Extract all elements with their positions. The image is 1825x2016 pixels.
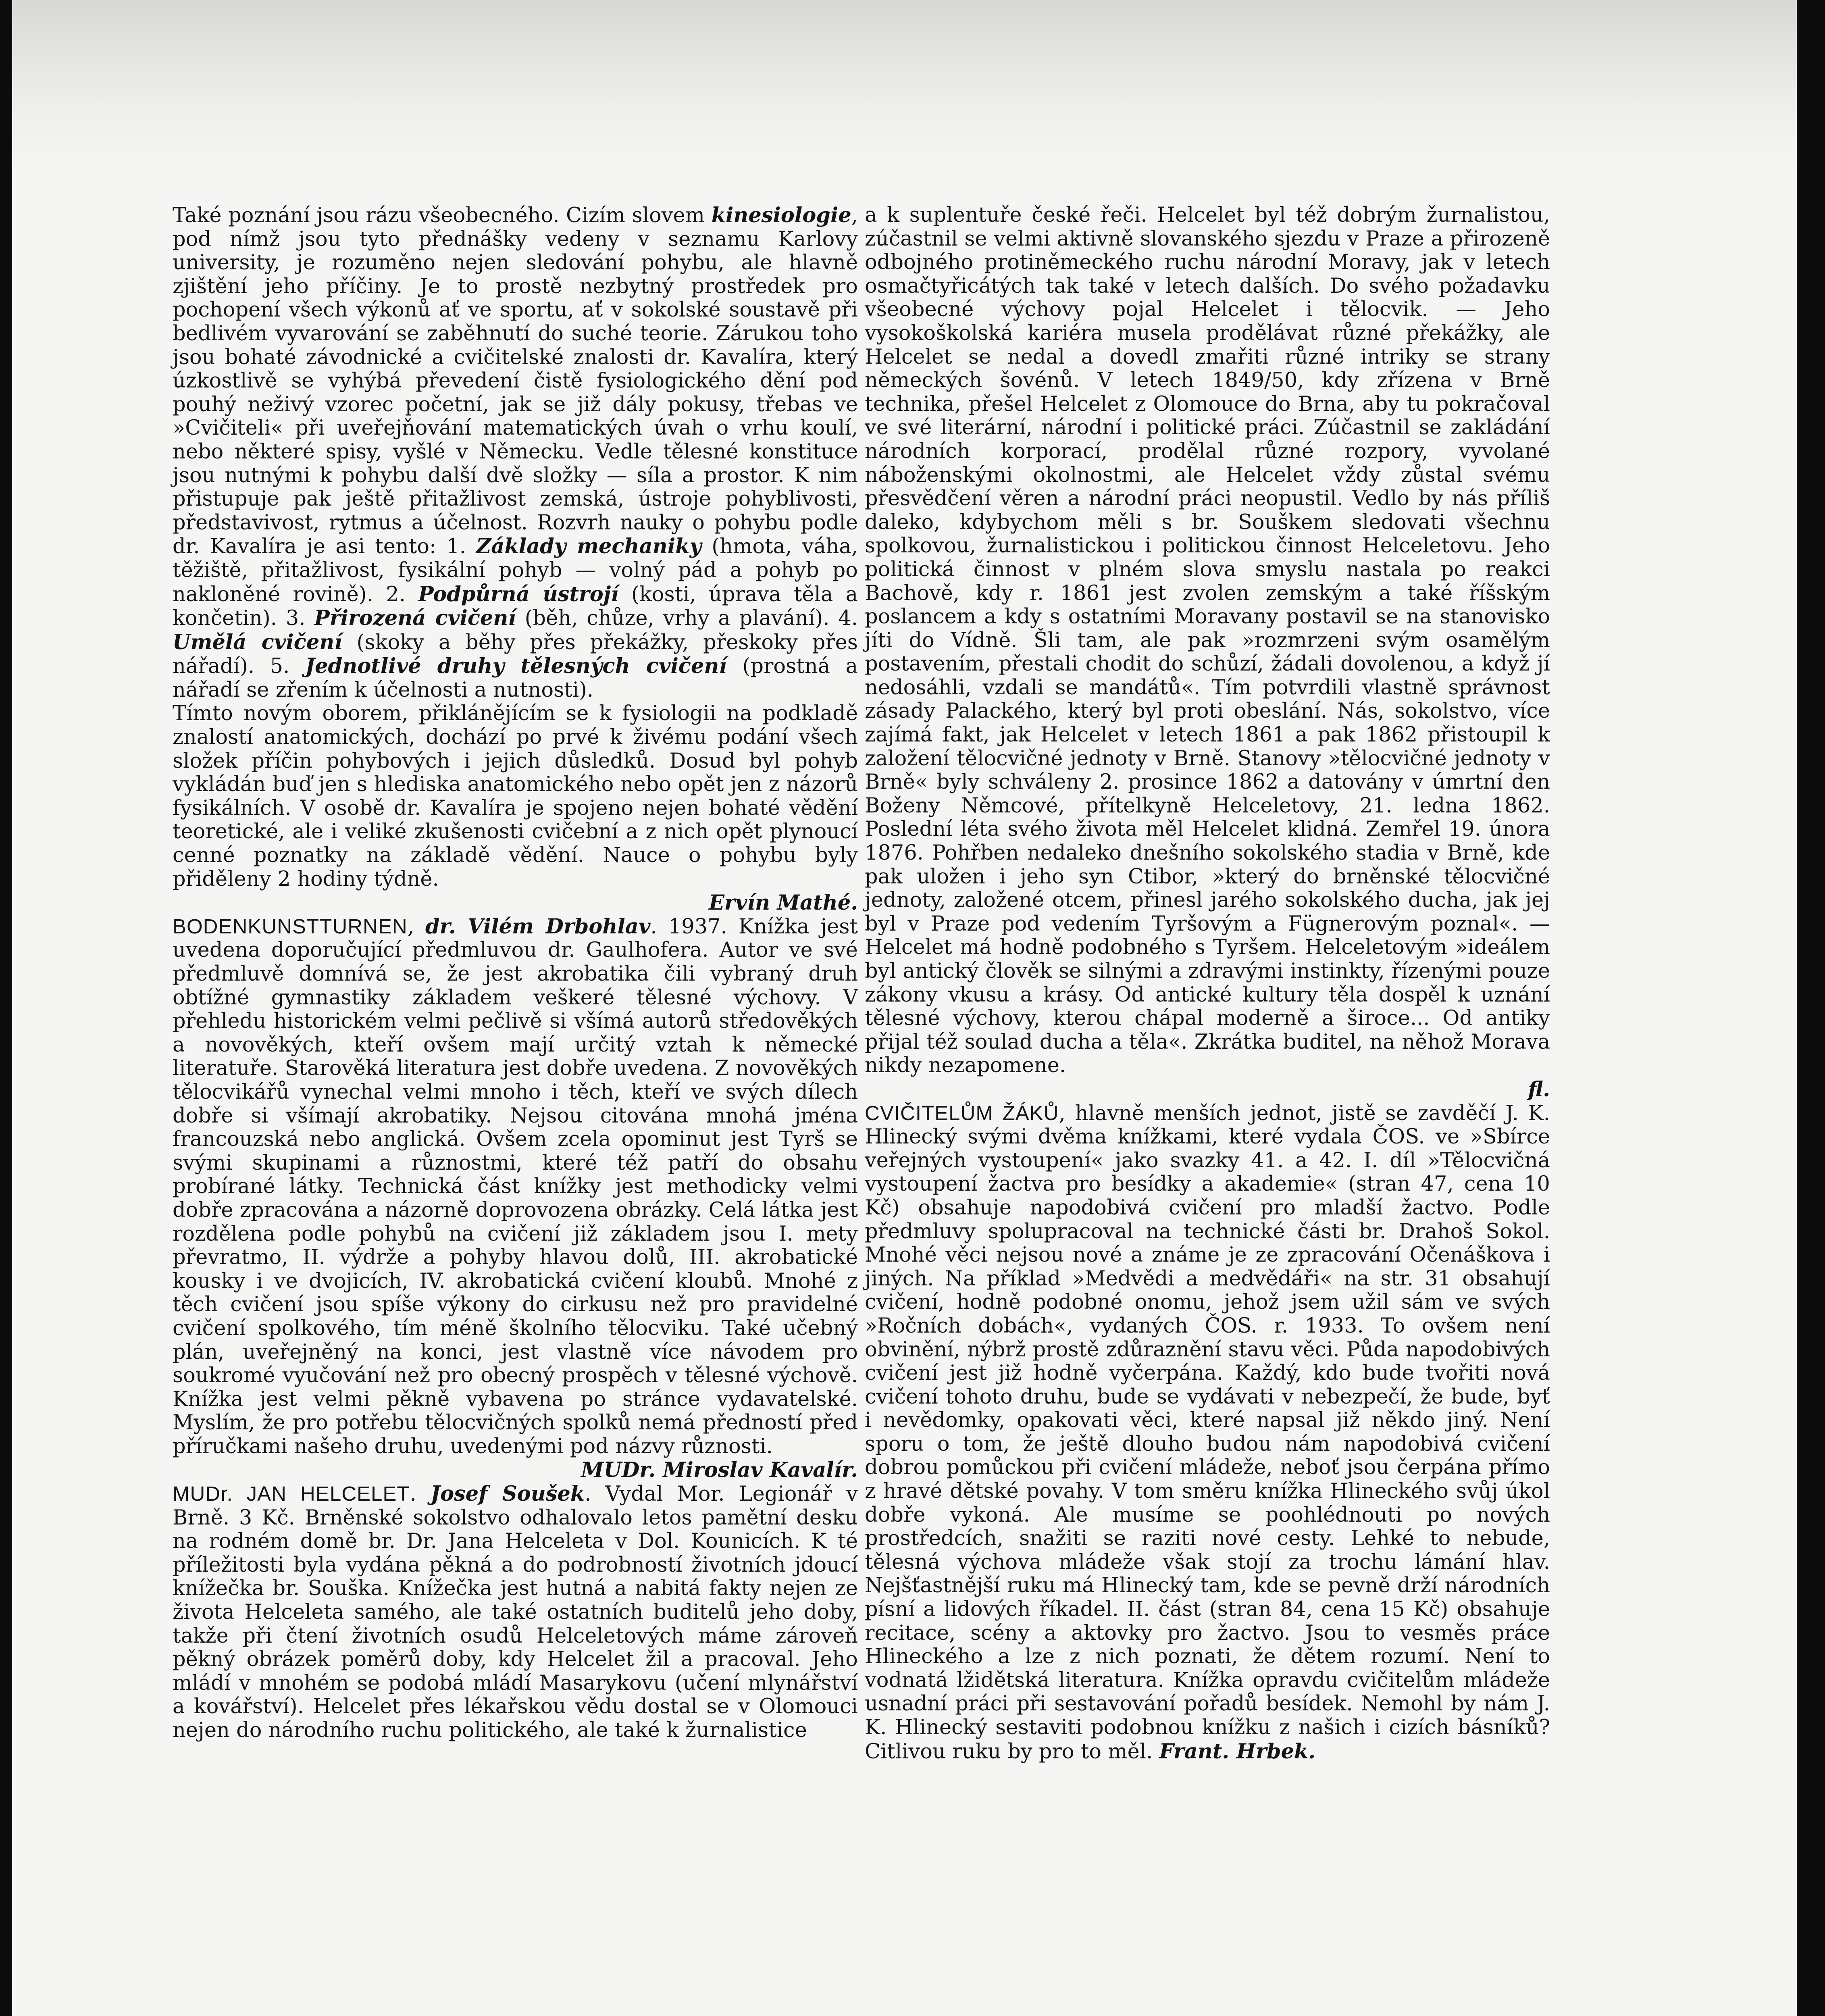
signature-mathe: Ervín Mathé. [709,891,858,915]
signature-fl: fl. [1528,1077,1550,1102]
review-text: , pod nímž jsou tyto přednášky vedeny v seznamu Karlovy university, je rozuměno nejen sledování pohybu, ale hlavně zjištění jeho příčiny. Je to prostě nezbytný prostředek pro pochopení všech výkonů ať ve sportu, ať v sokolské soustavě při bedlivém vyvarování se zaběhnutí do suché teorie. Zárukou toho jsou bohaté závodnické a cvičitelské znalosti dr. Kavalíra, který úzkostlivě se vyhýbá převedení čistě fysiologického dění pod pouhý neživý vzorec početní, jak se již dály pokusy, třebas ve »Cvičiteli« při uveřejňování matematických úvah o vrhu koulí, nebo některé spisy, vyšlé v Německu. Vedle tělesné konstituce jsou nutnými k pohybu další dvě složky — síla a prostor. K nim přistupuje pak ještě přitažlivost zemská, ústroje pohyblivosti, představivost, rytmus a účelnost. Rozvrh nauky o pohybu podle dr. Kavalíra je asi tento: 1. [173,204,858,559]
helcelet-review [173,1482,858,1743]
review-title: MUDr. JAN HELCELET [173,1482,410,1506]
topic-heading: Umělá cvičení [173,630,342,654]
review-text: (běh, chůze, vrhy a plavání). 4. [516,606,858,631]
topic-heading: Přirozená cvičení [314,606,516,631]
review-text: , [407,914,425,939]
review-text: Také poznání jsou rázu všeobecného. Cizím slovem [173,204,712,227]
term-kinesiologie: kinesiologie [711,203,851,227]
topic-heading: Základy mechaniky [476,534,702,559]
kinesiology-review-paragraph-2: Tímto novým oborem, přiklánějícím se k fysiologii na podkladě znalostí anatomických, dochází po prvé k živému podání všech složek příčin pohybových i jejich důsledků. Dosud byl pohyb vykládán buď jen s hlediska anatomického nebo opět jen z názorů fysikálních. V osobě dr. Kavalíra je spojeno nejen bohaté vědění teoretické, ale i veliké zkušenosti cvičební a z nich opět plynoucí cenné poznatky na základě vědění. Nauce o pohybu byly přiděleny 2 hodiny týdně. [173,702,858,891]
review-author: Josef Soušek [430,1482,585,1506]
cvicitelum-review [865,1102,1550,1764]
review-text: (kosti, úprava těla a končetin). 3. [173,582,858,631]
review-text: (skoky a běhy přes překážky, přeskoky přes nářadí). 5. [173,630,858,679]
left-column [173,204,858,1743]
page-top-shadow [12,0,1797,173]
topic-heading: Jednotlivé druhy tělesných cvičení [305,654,727,679]
review-text: Knížka jest uvedena doporučující předmluvou dr. Gaulhofera. Autor ve své předmluvě domnívá se, že jest akrobatika čili vybraný druh obtížné gymnastiky základem veškeré tělesné výchovy. V přehledu historickém velmi pečlivě si všímá autorů středověkých a novověkých, kteří ovšem mají určitý vztah k německé literatuře. Starověká literatura jest dobře uvedena. Z novověkých tělocvikářů vynechal velmi mnoho i těch, kteří ve svých dílech dobře si všímají akrobatiky. Nejsou citována mnohá jména francouzská nebo anglická. Ovšem zcela opominut jest Tyrš se svými skupinami a různostmi, které též patří do obsahu probírané látky. Technická část knížky jest methodicky velmi dobře zpracována a názorně doprovozena obrázky. Celá látka jest rozdělena podle pohybů na cvičení již základem jsou I. mety převratmo, II. výdrže a pohyby hlavou dolů, III. akrobatické kousky i ve dvojicích, IV. akrobatická cvičení kloubů. Mnohé z těch cvičení jsou spíše výkony do cirkusu než pro pravidelné cvičení spolkového, tím méně školního tělocviku. Také učebný plán, uveřejněný na konci, jest vlastně více návodem pro soukromé vyučování než pro obecný prospěch v tělesné výchově. Knížka jest velmi pěkně vybavena po stránce vydavatelské. Myslím, že pro potřebu tělocvičných spolků nemá předností před příručkami našeho druhu, uvedenými pod názvy různosti. [173,914,858,1458]
right-column [865,204,1550,1764]
signature-hrbek: Frant. Hrbek. [1159,1739,1316,1764]
review-text: , hlavně menších jednot, jistě se zavděčí J. K. Hlinecký svými dvěma knížkami, které vydala ČOS. ve »Sbírce veřejných vystoupení« jako svazky 41. a 42. I. díl »Tělocvičná vystoupení žactva pro besídky a akademie« (stran 47, cena 10 Kč) obsahuje napodobivá cvičení pro mladší žactvo. Podle předmluvy spolupracoval na technické části br. Drahoš Sokol. Mnohé věci nejsou nové a známe je ze zpracování Očenáškova i jiných. Na příklad »Medvědi a medvědáři« na str. 31 obsahují cvičení, hodně podobné onomu, jehož jsem užil sám ve svých »Ročních dobách«, vydaných ČOS. r. 1933. To ovšem není obvinění, nýbrž prostě zdůraznění stavu věci. Půda napodobivých cvičení jest již hodně vyčerpána. Každý, kdo bude tvořiti nová cvičení tohoto druhu, bude se vydávati v nebezpečí, že bude, byť i nevědomky, opakovati věci, které napsal již někdo jiný. Není sporu o tom, že ještě dlouho budou nám napodobivá cvičení dobrou pomůckou při cvičení mládeže, neboť jsou čerpána přímo z hravé dětské povahy. V tom směru knížka Hlineckého svůj úkol dobře vykoná. Ale musíme se poohlédnouti po nových prostředcích, snažiti se raziti nové cesty. Lehké to nebude, tělesná výchova mládeže však stojí za trochu lámání hlav. Nejšťastnější ruku má Hlinecký tam, kde se pevně drží národních písní a lidových říkadel. II. část (stran 84, cena 15 Kč) obsahuje recitace, scény a aktovky pro žactvo. Jsou to vesměs práce Hlineckého a lze z nich poznati, že dětem rozumí. Není to vodnatá lžidětská literatura. Knížka opravdu cvičitelům mládeže usnadní práci při sestavování pořadů besídek. Nemohl by nám J. K. Hlinecký sestaviti podobnou knížku z našich i cizích básníků? Citlivou ruku by pro to měl. [865,1101,1550,1764]
review-title: BODENKUNSTTURNEN [173,914,408,938]
review-text: . Vydal Mor. Legionář v Brně. 3 Kč. Brněnské sokolstvo odhalovalo letos pamětní desku na rodném domě br. Dr. Jana Helceleta v Dol. Kounicích. K té příležitosti byla vydána pěkná a do podrobností životních jdoucí knížečka br. Souška. Knížečka jest hutná a nabitá fakty nejen ze života Helceleta samého, ale také ostatních buditelů jeho doby, takže při čtení životních osudů Helceletových máme zároveň pěkný obrázek poměrů doby, kdy Helcelet žil a pracoval. Jeho mládí v mnohém se podobá mládí Masarykovu (učení mlynářství a kovářství). Helcelet přes lékařskou vědu dostal se v Olomouci nejen do národního ruchu politického, ale také k žurnalistice [173,1482,858,1742]
kinesiology-review [173,204,858,702]
review-text: (hmota, váha, těžiště, přitažlivost, fysikální pohyb — volný pád a pohyb po nakloněné rovině). 2. [173,535,858,606]
review-text: (prostná a nářadí se zřením k účelnosti a nutnosti). [173,654,858,702]
bodenkunst-review [173,915,858,1459]
scan-border-left [0,0,12,2016]
review-year: . 1937. [650,914,727,939]
review-title: CVIČITELŮM ŽÁKŮ [865,1101,1059,1125]
signature-kavalir: MUDr. Miroslav Kavalír. [581,1458,858,1483]
review-author: dr. Vilém Drbohlav [425,914,651,939]
review-text: . [410,1482,431,1506]
topic-heading: Podpůrná ústrojí [418,582,619,606]
helcelet-review-continued: a k suplentuře české řeči. Helcelet byl též dobrým žurnalistou, zúčastnil se velmi aktivně slovanského sjezdu v Praze a přirozeně odbojného protiněmeckého ruchu národní Moravy, jak v letech osmačtyřicátých tak také v letech dalších. Do svého požadavku všeobecné výchovy pojal Helcelet i tělocvik. — Jeho vysokoškolská kariéra musela prodělávat různé překážky, ale Helcelet se nedal a dovedl zmařiti různé intriky se strany německých šovénů. V letech 1849/50, kdy zřízena v Brně technika, přešel Helcelet z Olomouce do Brna, aby tu pokračoval ve své literární, národní i politické práci. Zúčastnil se zakládání národních korporací, prodělal různé rozpory, vyvolané náboženskými okolnostmi, ale Helcelet vždy zůstal svému přesvědčení věren a národní práci neopustil. Vedlo by nás příliš daleko, kdybychom měli s br. Souškem sledovati všechnu spolkovou, žurnalistickou i politickou činnost Helceletovu. Jeho politická činnost v plném slova smyslu nastala po reakci Bachově, kdy r. 1861 jest zvolen zemským a také říšským poslancem a kdy s ostatními Moravany postavil se na stanovisko jíti do Vídně. Šli tam, ale pak »rozmrzeni svým osamělým postavením, přestali chodit do schůzí, žádali dovolenou, a když jí nedosáhli, vzdali se mandátů«. Tím potvrdili vlastně správnost zásady Palackého, který byl proti obeslání. Nás, sokolstvo, více zajímá fakt, jak Helcelet v letech 1861 a pak 1862 přistoupil k založení tělocvičné jednoty v Brně. Stanovy »tělocvičné jednoty v Brně« byly schváleny 2. prosince 1862 a datovány v úmrtní den Boženy Němcové, přítelkyně Helceletovy, 21. ledna 1862. Poslední léta svého života měl Helcelet klidná. Zemřel 19. února 1876. Pohřben nedaleko dnešního sokolského stadia v Brně, kde pak uložen i jeho syn Ctibor, »který do brněnské tělocvičné jednoty, založené otcem, přinesl jarého sokolského ducha, jak jej byl v Praze pod vedením Tyršovým a Fügnerovým poznal«. — Helcelet má hodně podobného s Tyršem. Helceletovým »ideálem byl antický člověk se silnými a zdravými instinkty, řízenými pouze zákony vkusu a krásy. Od antické kultury těla dospěl k uznání tělesné výchovy, kterou chápal moderně a široce... Od antiky přijal též soulad ducha a těla«. Zkrátka buditel, na něhož Morava nikdy nezapomene. [865,203,1550,1078]
scan-border-right [1797,0,1825,2016]
